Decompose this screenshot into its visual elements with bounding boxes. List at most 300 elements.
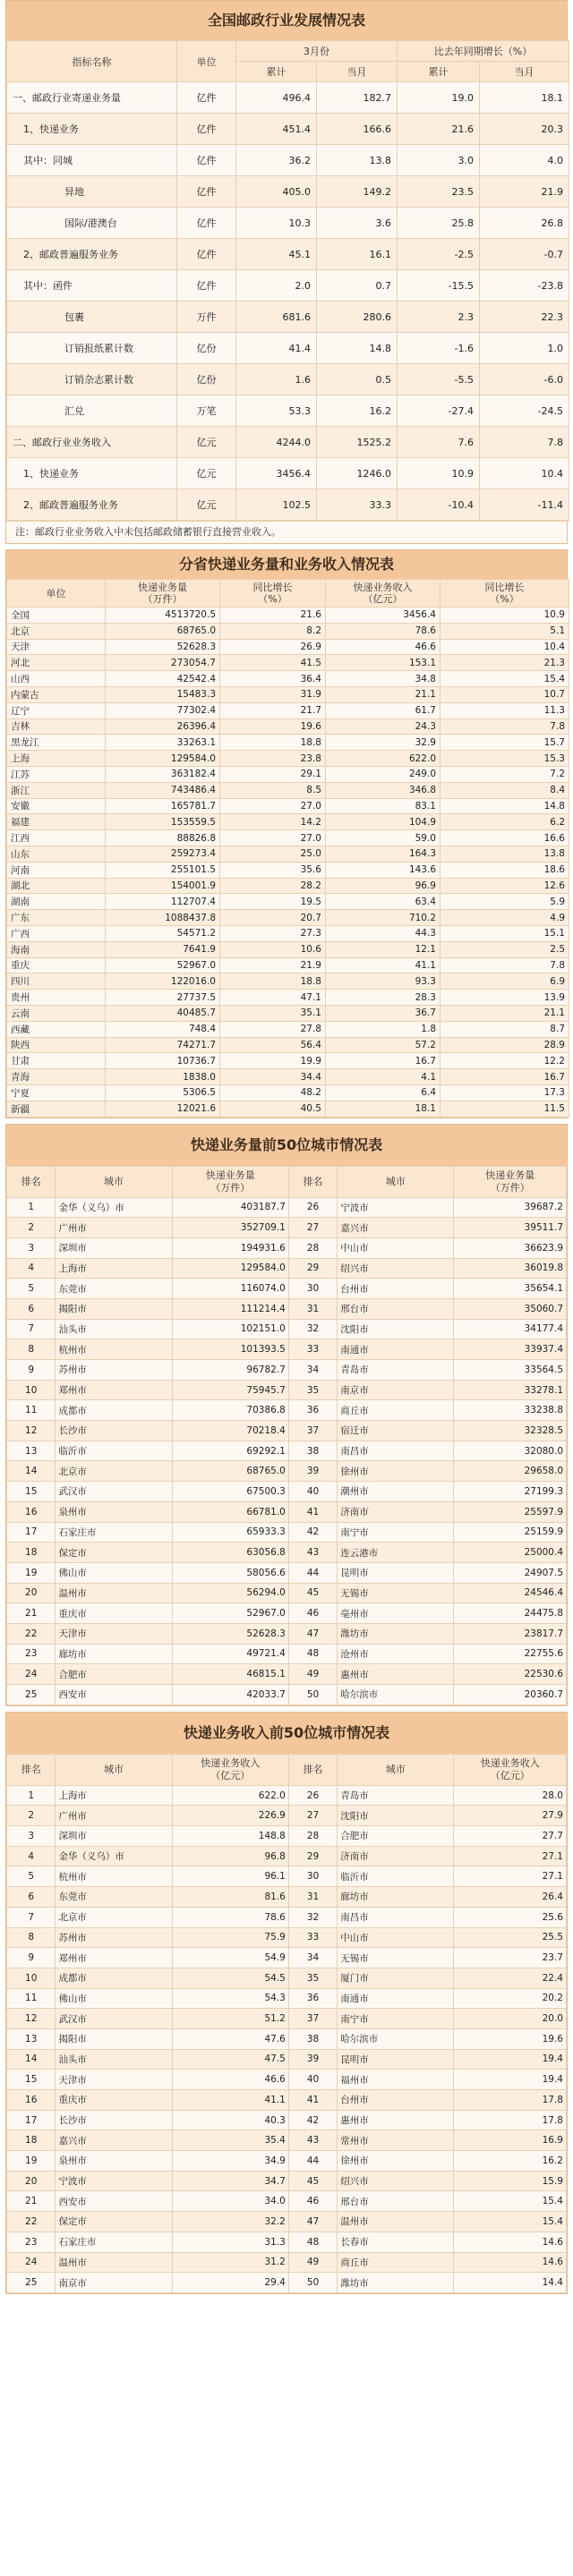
table-row bbox=[7, 846, 569, 862]
indicator-name: 2、邮政普遍服务业务 bbox=[7, 239, 177, 270]
industry-overview-title: 全国邮政行业发展情况表 bbox=[6, 1, 567, 40]
city-cell: 石家庄市 bbox=[56, 2232, 172, 2252]
table-row bbox=[7, 1360, 567, 1381]
table-row bbox=[7, 2151, 567, 2172]
rank-cell: 10 bbox=[7, 1968, 56, 1988]
city-2-cell: 绍兴市 bbox=[338, 1258, 454, 1279]
top50-revenue-section bbox=[5, 1712, 568, 2294]
city-2-cell: 连云港市 bbox=[338, 1543, 454, 1563]
volume-cell: 153559.5 bbox=[106, 814, 220, 830]
city-2-cell: 南昌市 bbox=[338, 1441, 454, 1461]
city-cell: 汕头市 bbox=[56, 2049, 172, 2070]
city-cell: 温州市 bbox=[56, 2252, 172, 2273]
revenue-growth-cell: 18.6 bbox=[440, 862, 569, 878]
volume-cell: 748.4 bbox=[106, 1021, 220, 1037]
unit-cell: 万件 bbox=[177, 302, 236, 333]
volume-2-cell: 23817.7 bbox=[454, 1623, 567, 1644]
table-row bbox=[7, 1461, 567, 1482]
cumulative-value: 45.1 bbox=[236, 239, 317, 270]
city-cell: 汕头市 bbox=[56, 1319, 172, 1339]
volume-cell: 77302.4 bbox=[106, 702, 220, 718]
table-row bbox=[7, 1866, 567, 1887]
city-cell: 嘉兴市 bbox=[56, 2130, 172, 2151]
revenue-cell: 34.7 bbox=[172, 2171, 288, 2191]
table-row bbox=[7, 2212, 567, 2232]
revenue-growth-cell: 10.9 bbox=[440, 608, 569, 624]
city-cell: 佛山市 bbox=[56, 1562, 172, 1583]
revenue-growth-cell: 13.8 bbox=[440, 846, 569, 862]
province-cell: 河北 bbox=[7, 655, 106, 671]
revenue-cell: 31.3 bbox=[172, 2232, 288, 2252]
volume-2-cell: 27199.3 bbox=[454, 1482, 567, 1502]
city-2-cell: 昆明市 bbox=[338, 2049, 454, 2070]
province-cell: 山西 bbox=[7, 671, 106, 687]
city-cell: 杭州市 bbox=[56, 1866, 172, 1887]
city-2-cell: 惠州市 bbox=[338, 1664, 454, 1685]
header-city: 城市 bbox=[56, 1166, 172, 1197]
volume-cell: 26396.4 bbox=[106, 718, 220, 735]
top50-volume-section bbox=[5, 1124, 568, 1706]
rank-2-cell: 36 bbox=[288, 1988, 337, 2009]
city-cell: 杭州市 bbox=[56, 1339, 172, 1360]
industry-overview-table bbox=[6, 40, 569, 521]
table-row bbox=[7, 814, 569, 830]
rank-cell: 15 bbox=[7, 2070, 56, 2090]
indicator-name: 异地 bbox=[7, 176, 177, 208]
growth-cumulative-value: 23.5 bbox=[398, 176, 480, 208]
revenue-cell: 54.5 bbox=[172, 1968, 288, 1988]
city-cell: 宁波市 bbox=[56, 2171, 172, 2191]
growth-cumulative-value: 25.8 bbox=[398, 208, 480, 239]
province-cell: 上海 bbox=[7, 751, 106, 767]
city-cell: 揭阳市 bbox=[56, 2028, 172, 2049]
volume-cell: 122016.0 bbox=[106, 973, 220, 990]
table-row bbox=[7, 751, 569, 767]
city-cell: 郑州市 bbox=[56, 1948, 172, 1968]
city-cell: 临沂市 bbox=[56, 1441, 172, 1461]
revenue-growth-cell: 8.7 bbox=[440, 1021, 569, 1037]
header-volume-2: 快递业务量 （万件） bbox=[454, 1166, 567, 1197]
rank-2-cell: 45 bbox=[288, 1583, 337, 1603]
table-row bbox=[7, 1197, 567, 1218]
rank-cell: 24 bbox=[7, 2252, 56, 2273]
rank-2-cell: 49 bbox=[288, 1664, 337, 1685]
city-cell: 苏州市 bbox=[56, 1360, 172, 1381]
table-row bbox=[7, 1101, 569, 1117]
rank-2-cell: 41 bbox=[288, 1501, 337, 1522]
month-value: 16.2 bbox=[317, 395, 398, 427]
table-row bbox=[7, 878, 569, 894]
province-cell: 新疆 bbox=[7, 1101, 106, 1117]
growth-cumulative-value: 3.0 bbox=[398, 145, 480, 176]
volume-growth-cell: 28.2 bbox=[220, 878, 326, 894]
city-cell: 长沙市 bbox=[56, 1421, 172, 1441]
city-2-cell: 邢台市 bbox=[338, 2191, 454, 2212]
rank-cell: 24 bbox=[7, 1664, 56, 1685]
month-value: 1525.2 bbox=[317, 427, 398, 458]
city-2-cell: 南宁市 bbox=[338, 2009, 454, 2029]
volume-cell: 5306.5 bbox=[106, 1084, 220, 1101]
city-2-cell: 南宁市 bbox=[338, 1522, 454, 1543]
rank-2-cell: 46 bbox=[288, 2191, 337, 2212]
revenue-growth-cell: 2.5 bbox=[440, 941, 569, 957]
rank-cell: 8 bbox=[7, 1339, 56, 1360]
cumulative-value: 405.0 bbox=[236, 176, 317, 208]
revenue-2-cell: 25.5 bbox=[454, 1927, 567, 1948]
growth-month-value: 18.1 bbox=[480, 82, 569, 114]
city-cell: 保定市 bbox=[56, 2212, 172, 2232]
header-rank: 排名 bbox=[7, 1754, 56, 1785]
city-2-cell: 昆明市 bbox=[338, 1562, 454, 1583]
volume-cell: 4513720.5 bbox=[106, 608, 220, 624]
rank-2-cell: 30 bbox=[288, 1279, 337, 1299]
table-row bbox=[7, 1421, 567, 1441]
header-current-month: 当月 bbox=[317, 62, 398, 82]
cumulative-value: 451.4 bbox=[236, 114, 317, 145]
volume-2-cell: 33564.5 bbox=[454, 1360, 567, 1381]
province-cell: 河南 bbox=[7, 862, 106, 878]
volume-growth-cell: 56.4 bbox=[220, 1037, 326, 1053]
revenue-2-cell: 27.9 bbox=[454, 1806, 567, 1826]
month-value: 13.8 bbox=[317, 145, 398, 176]
header-city: 城市 bbox=[56, 1754, 172, 1785]
city-cell: 重庆市 bbox=[56, 1603, 172, 1624]
header-revenue: 快递业务收入 （亿元） bbox=[172, 1754, 288, 1785]
volume-growth-cell: 27.0 bbox=[220, 798, 326, 814]
growth-month-value: 20.3 bbox=[480, 114, 569, 145]
table-row bbox=[7, 1644, 567, 1664]
rank-2-cell: 31 bbox=[288, 1887, 337, 1908]
unit-cell: 亿份 bbox=[177, 364, 236, 395]
rank-cell: 21 bbox=[7, 2191, 56, 2212]
table-row bbox=[7, 1298, 567, 1319]
city-2-cell: 亳州市 bbox=[338, 1603, 454, 1624]
top50-revenue-title: 快递业务收入前50位城市情况表 bbox=[6, 1713, 567, 1754]
growth-month-value: 26.8 bbox=[480, 208, 569, 239]
volume-growth-cell: 26.9 bbox=[220, 639, 326, 655]
table-row bbox=[7, 1543, 567, 1563]
header-rank-2: 排名 bbox=[288, 1166, 337, 1197]
table-row bbox=[7, 2070, 567, 2090]
revenue-cell: 16.7 bbox=[326, 1053, 440, 1069]
rank-cell: 7 bbox=[7, 1319, 56, 1339]
city-cell: 苏州市 bbox=[56, 1927, 172, 1948]
table-row bbox=[7, 1623, 567, 1644]
volume-cell: 69292.1 bbox=[172, 1441, 288, 1461]
header-indicator: 指标名称 bbox=[7, 41, 177, 82]
volume-cell: 116074.0 bbox=[172, 1279, 288, 1299]
city-cell: 金华（义乌）市 bbox=[56, 1197, 172, 1218]
city-cell: 天津市 bbox=[56, 1623, 172, 1644]
rank-2-cell: 37 bbox=[288, 1421, 337, 1441]
rank-2-cell: 27 bbox=[288, 1806, 337, 1826]
growth-month-value: -23.8 bbox=[480, 270, 569, 302]
month-value: 3.6 bbox=[317, 208, 398, 239]
city-2-cell: 徐州市 bbox=[338, 1461, 454, 1482]
indicator-name: 订销报纸累计数 bbox=[7, 333, 177, 364]
province-cell: 吉林 bbox=[7, 718, 106, 735]
rank-2-cell: 42 bbox=[288, 2110, 337, 2130]
revenue-cell: 710.2 bbox=[326, 910, 440, 926]
revenue-cell: 28.3 bbox=[326, 990, 440, 1006]
volume-cell: 52628.3 bbox=[106, 639, 220, 655]
volume-growth-cell: 19.5 bbox=[220, 894, 326, 910]
province-cell: 山东 bbox=[7, 846, 106, 862]
header-cumulative: 累计 bbox=[236, 62, 317, 82]
city-2-cell: 青岛市 bbox=[338, 1785, 454, 1806]
volume-2-cell: 36623.9 bbox=[454, 1237, 567, 1258]
volume-cell: 54571.2 bbox=[106, 925, 220, 941]
table-row bbox=[7, 114, 569, 145]
growth-month-value: 22.3 bbox=[480, 302, 569, 333]
header-revenue-2: 快递业务收入 （亿元） bbox=[454, 1754, 567, 1785]
rank-cell: 12 bbox=[7, 2009, 56, 2029]
volume-2-cell: 20360.7 bbox=[454, 1685, 567, 1705]
province-cell: 湖北 bbox=[7, 878, 106, 894]
city-2-cell: 常州市 bbox=[338, 2130, 454, 2151]
rank-cell: 16 bbox=[7, 1501, 56, 1522]
revenue-cell: 78.6 bbox=[326, 623, 440, 639]
rank-cell: 9 bbox=[7, 1948, 56, 1968]
city-2-cell: 沈阳市 bbox=[338, 1806, 454, 1826]
volume-2-cell: 22755.6 bbox=[454, 1644, 567, 1664]
table-row bbox=[7, 1053, 569, 1069]
volume-cell: 352709.1 bbox=[172, 1218, 288, 1238]
table-row bbox=[7, 427, 569, 458]
city-2-cell: 合肥市 bbox=[338, 1826, 454, 1847]
growth-month-value: -11.4 bbox=[480, 489, 569, 521]
revenue-growth-cell: 5.1 bbox=[440, 623, 569, 639]
volume-cell: 255101.5 bbox=[106, 862, 220, 878]
city-2-cell: 长春市 bbox=[338, 2232, 454, 2252]
revenue-2-cell: 16.2 bbox=[454, 2151, 567, 2172]
revenue-2-cell: 19.4 bbox=[454, 2049, 567, 2070]
revenue-cell: 143.6 bbox=[326, 862, 440, 878]
city-cell: 南京市 bbox=[56, 2273, 172, 2293]
cumulative-value: 2.0 bbox=[236, 270, 317, 302]
table-row bbox=[7, 395, 569, 427]
volume-growth-cell: 29.1 bbox=[220, 766, 326, 782]
volume-growth-cell: 21.9 bbox=[220, 957, 326, 973]
revenue-cell: 6.4 bbox=[326, 1084, 440, 1101]
volume-growth-cell: 20.7 bbox=[220, 910, 326, 926]
rank-2-cell: 29 bbox=[288, 1258, 337, 1279]
revenue-2-cell: 22.4 bbox=[454, 1968, 567, 1988]
city-cell: 西安市 bbox=[56, 2191, 172, 2212]
revenue-growth-cell: 15.3 bbox=[440, 751, 569, 767]
table-row bbox=[7, 1069, 569, 1085]
city-cell: 廊坊市 bbox=[56, 1644, 172, 1664]
table-row bbox=[7, 702, 569, 718]
revenue-growth-cell: 5.9 bbox=[440, 894, 569, 910]
rank-2-cell: 50 bbox=[288, 1685, 337, 1705]
rank-cell: 23 bbox=[7, 1644, 56, 1664]
rank-cell: 20 bbox=[7, 1583, 56, 1603]
revenue-growth-cell: 15.4 bbox=[440, 671, 569, 687]
city-2-cell: 南昌市 bbox=[338, 1907, 454, 1927]
rank-cell: 14 bbox=[7, 2049, 56, 2070]
revenue-2-cell: 15.4 bbox=[454, 2212, 567, 2232]
growth-cumulative-value: 10.9 bbox=[398, 458, 480, 489]
volume-2-cell: 24907.5 bbox=[454, 1562, 567, 1583]
table-row bbox=[7, 608, 569, 624]
city-cell: 东莞市 bbox=[56, 1279, 172, 1299]
volume-growth-cell: 21.7 bbox=[220, 702, 326, 718]
province-cell: 海南 bbox=[7, 941, 106, 957]
revenue-cell: 226.9 bbox=[172, 1806, 288, 1826]
unit-cell: 亿件 bbox=[177, 208, 236, 239]
rank-cell: 22 bbox=[7, 2212, 56, 2232]
table-row bbox=[7, 2232, 567, 2252]
rank-2-cell: 43 bbox=[288, 1543, 337, 1563]
volume-cell: 52967.0 bbox=[106, 957, 220, 973]
volume-cell: 7641.9 bbox=[106, 941, 220, 957]
volume-cell: 66781.0 bbox=[172, 1501, 288, 1522]
volume-cell: 129584.0 bbox=[106, 751, 220, 767]
rank-cell: 17 bbox=[7, 1522, 56, 1543]
revenue-cell: 63.4 bbox=[326, 894, 440, 910]
revenue-growth-cell: 28.9 bbox=[440, 1037, 569, 1053]
revenue-cell: 4.1 bbox=[326, 1069, 440, 1085]
rank-cell: 3 bbox=[7, 1237, 56, 1258]
revenue-growth-cell: 4.9 bbox=[440, 910, 569, 926]
rank-cell: 2 bbox=[7, 1218, 56, 1238]
table-row bbox=[7, 1927, 567, 1948]
table-row bbox=[7, 1522, 567, 1543]
cumulative-value: 4244.0 bbox=[236, 427, 317, 458]
volume-growth-cell: 47.1 bbox=[220, 990, 326, 1006]
table-row bbox=[7, 623, 569, 639]
city-cell: 西安市 bbox=[56, 1685, 172, 1705]
rank-2-cell: 46 bbox=[288, 1603, 337, 1624]
growth-month-value: 7.8 bbox=[480, 427, 569, 458]
growth-cumulative-value: 19.0 bbox=[398, 82, 480, 114]
rank-cell: 25 bbox=[7, 1685, 56, 1705]
rank-2-cell: 45 bbox=[288, 2171, 337, 2191]
volume-cell: 63056.8 bbox=[172, 1543, 288, 1563]
revenue-2-cell: 16.9 bbox=[454, 2130, 567, 2151]
table-row bbox=[7, 925, 569, 941]
revenue-growth-cell: 6.2 bbox=[440, 814, 569, 830]
table-row bbox=[7, 941, 569, 957]
volume-cell: 165781.7 bbox=[106, 798, 220, 814]
revenue-cell: 41.1 bbox=[326, 957, 440, 973]
header-province: 单位 bbox=[7, 580, 106, 608]
rank-cell: 15 bbox=[7, 1482, 56, 1502]
city-2-cell: 绍兴市 bbox=[338, 2171, 454, 2191]
rank-cell: 22 bbox=[7, 1623, 56, 1644]
unit-cell: 亿件 bbox=[177, 145, 236, 176]
revenue-cell: 34.9 bbox=[172, 2151, 288, 2172]
table-row bbox=[7, 894, 569, 910]
table-row bbox=[7, 2252, 567, 2273]
city-2-cell: 邢台市 bbox=[338, 1298, 454, 1319]
rank-2-cell: 32 bbox=[288, 1319, 337, 1339]
rank-cell: 13 bbox=[7, 1441, 56, 1461]
table-row bbox=[7, 655, 569, 671]
indicator-name: 1、快递业务 bbox=[7, 458, 177, 489]
revenue-2-cell: 20.2 bbox=[454, 1988, 567, 2009]
revenue-cell: 249.0 bbox=[326, 766, 440, 782]
table-row bbox=[7, 1237, 567, 1258]
city-cell: 泉州市 bbox=[56, 2151, 172, 2172]
header-rank-2: 排名 bbox=[288, 1754, 337, 1785]
table-row bbox=[7, 1846, 567, 1866]
revenue-growth-cell: 12.2 bbox=[440, 1053, 569, 1069]
cumulative-value: 681.6 bbox=[236, 302, 317, 333]
header-unit: 单位 bbox=[177, 41, 236, 82]
volume-cell: 65933.3 bbox=[172, 1522, 288, 1543]
revenue-2-cell: 19.6 bbox=[454, 2028, 567, 2049]
rank-cell: 4 bbox=[7, 1258, 56, 1279]
header-growth-cumulative: 累计 bbox=[398, 62, 480, 82]
province-cell: 江西 bbox=[7, 830, 106, 846]
revenue-growth-cell: 12.6 bbox=[440, 878, 569, 894]
table-row bbox=[7, 1037, 569, 1053]
province-cell: 内蒙古 bbox=[7, 686, 106, 702]
indicator-name: 汇兑 bbox=[7, 395, 177, 427]
rank-cell: 21 bbox=[7, 1603, 56, 1624]
city-cell: 成都市 bbox=[56, 1400, 172, 1421]
volume-cell: 52967.0 bbox=[172, 1603, 288, 1624]
province-cell: 安徽 bbox=[7, 798, 106, 814]
city-cell: 温州市 bbox=[56, 1583, 172, 1603]
city-2-cell: 台州市 bbox=[338, 1279, 454, 1299]
table-row bbox=[7, 1501, 567, 1522]
unit-cell: 亿元 bbox=[177, 458, 236, 489]
volume-2-cell: 25159.9 bbox=[454, 1522, 567, 1543]
rank-2-cell: 29 bbox=[288, 1846, 337, 1866]
city-cell: 合肥市 bbox=[56, 1664, 172, 1685]
table-row bbox=[7, 1380, 567, 1400]
revenue-cell: 83.1 bbox=[326, 798, 440, 814]
table-row bbox=[7, 973, 569, 990]
volume-cell: 15483.3 bbox=[106, 686, 220, 702]
growth-cumulative-value: -10.4 bbox=[398, 489, 480, 521]
volume-growth-cell: 36.4 bbox=[220, 671, 326, 687]
city-cell: 武汉市 bbox=[56, 1482, 172, 1502]
unit-cell: 亿元 bbox=[177, 489, 236, 521]
revenue-cell: 3456.4 bbox=[326, 608, 440, 624]
rank-2-cell: 41 bbox=[288, 2090, 337, 2111]
revenue-cell: 31.2 bbox=[172, 2252, 288, 2273]
city-2-cell: 中山市 bbox=[338, 1237, 454, 1258]
unit-cell: 亿件 bbox=[177, 176, 236, 208]
revenue-cell: 78.6 bbox=[172, 1907, 288, 1927]
volume-cell: 129584.0 bbox=[172, 1258, 288, 1279]
province-cell: 广东 bbox=[7, 910, 106, 926]
cumulative-value: 1.6 bbox=[236, 364, 317, 395]
revenue-cell: 47.5 bbox=[172, 2049, 288, 2070]
growth-month-value: -0.7 bbox=[480, 239, 569, 270]
table-row bbox=[7, 735, 569, 751]
header-month-group: 3月份 bbox=[236, 41, 398, 62]
rank-cell: 1 bbox=[7, 1197, 56, 1218]
table-row bbox=[7, 990, 569, 1006]
volume-cell: 102151.0 bbox=[172, 1319, 288, 1339]
volume-cell: 56294.0 bbox=[172, 1583, 288, 1603]
volume-cell: 1088437.8 bbox=[106, 910, 220, 926]
indicator-name: 二、邮政行业业务收入 bbox=[7, 427, 177, 458]
volume-cell: 68765.0 bbox=[106, 623, 220, 639]
volume-cell: 70218.4 bbox=[172, 1421, 288, 1441]
revenue-cell: 24.3 bbox=[326, 718, 440, 735]
table-row bbox=[7, 1887, 567, 1908]
revenue-cell: 148.8 bbox=[172, 1826, 288, 1847]
revenue-cell: 75.9 bbox=[172, 1927, 288, 1948]
volume-growth-cell: 27.3 bbox=[220, 925, 326, 941]
rank-cell: 6 bbox=[7, 1887, 56, 1908]
